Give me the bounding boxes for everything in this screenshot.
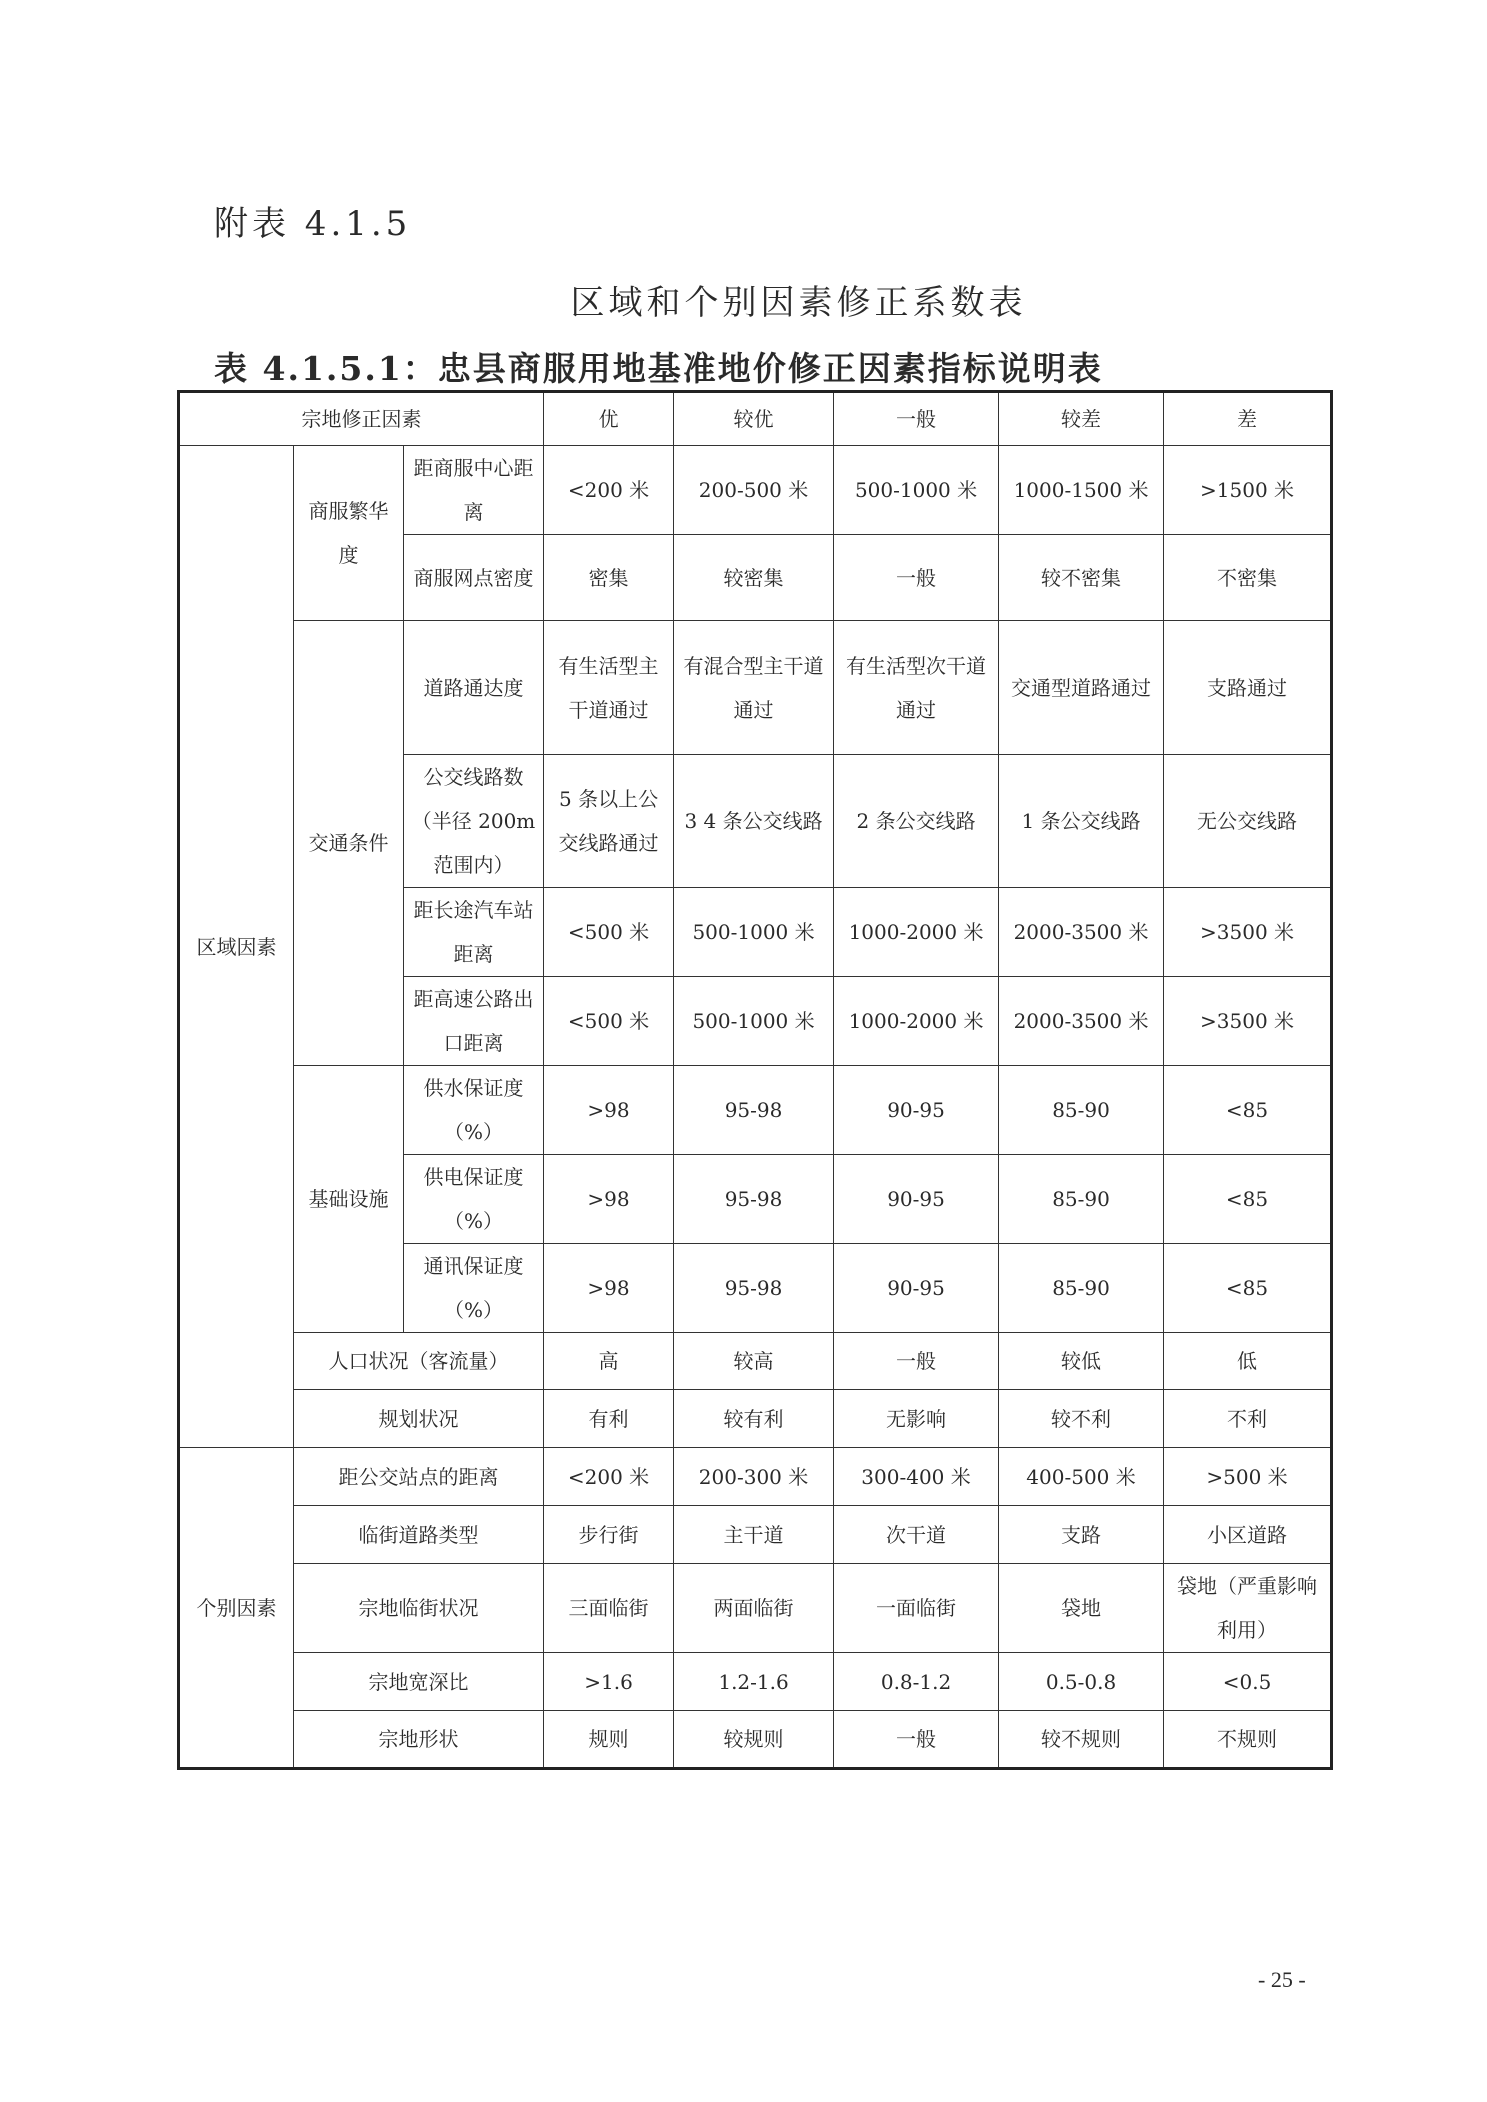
table-cell: 1 条公交线路 [999,755,1164,888]
header-factor: 宗地修正因素 [179,392,544,446]
row-label: 距长途汽车站距离 [404,888,544,977]
table-row [179,1390,1332,1448]
table-cell: >3500 米 [1164,888,1332,977]
table-cell: 一般 [834,1711,999,1769]
table-cell: 一面临街 [834,1564,999,1653]
table-cell: >500 米 [1164,1448,1332,1506]
header-grade-1: 优 [544,392,674,446]
table-cell: 95-98 [674,1155,834,1244]
table-row [179,446,1332,535]
row-label: 道路通达度 [404,621,544,755]
table-cell: >1.6 [544,1653,674,1711]
table-cell: 较密集 [674,535,834,621]
table-cell: 90-95 [834,1155,999,1244]
table-row [179,1506,1332,1564]
row-label: 人口状况（客流量） [294,1333,544,1390]
table-cell: <85 [1164,1244,1332,1333]
header-grade-2: 较优 [674,392,834,446]
table-cell: 95-98 [674,1066,834,1155]
table-cell: 较不利 [999,1390,1164,1448]
table-cell: <0.5 [1164,1653,1332,1711]
table-cell: 85-90 [999,1066,1164,1155]
table-cell: 袋地 [999,1564,1164,1653]
table-cell: 较规则 [674,1711,834,1769]
table-cell: 500-1000 米 [674,888,834,977]
subgroup-prosperity: 商服繁华度 [294,446,404,621]
header-grade-5: 差 [1164,392,1332,446]
table-cell: 无影响 [834,1390,999,1448]
table-caption: 表 4.1.5.1：忠县商服用地基准地价修正因素指标说明表 [214,349,1103,388]
row-label: 宗地宽深比 [294,1653,544,1711]
table-cell: 有混合型主干道通过 [674,621,834,755]
table-cell: 交通型道路通过 [999,621,1164,755]
table-cell: >98 [544,1244,674,1333]
table-cell: 高 [544,1333,674,1390]
row-label: 临街道路类型 [294,1506,544,1564]
table-cell: 400-500 米 [999,1448,1164,1506]
subgroup-traffic: 交通条件 [294,621,404,1066]
table-cell: 较低 [999,1333,1164,1390]
table-cell: 90-95 [834,1066,999,1155]
table-cell: 2000-3500 米 [999,977,1164,1066]
table-row [179,1711,1332,1769]
table-cell: <85 [1164,1066,1332,1155]
table-cell: 有利 [544,1390,674,1448]
appendix-label: 附表 4.1.5 [214,204,412,244]
header-grade-3: 一般 [834,392,999,446]
group-individual: 个别因素 [179,1448,294,1769]
table-cell: 0.8-1.2 [834,1653,999,1711]
row-label: 供电保证度（%） [404,1155,544,1244]
table-cell: 200-500 米 [674,446,834,535]
table-cell: 较有利 [674,1390,834,1448]
table-cell: 不利 [1164,1390,1332,1448]
table-cell: 一般 [834,535,999,621]
table-row [179,1066,1332,1155]
table-cell: 三面临街 [544,1564,674,1653]
page-number: - 25 - [1258,1967,1306,1992]
row-label: 距高速公路出口距离 [404,977,544,1066]
table-cell: 1000-2000 米 [834,977,999,1066]
table-cell: 85-90 [999,1244,1164,1333]
table-cell: 较高 [674,1333,834,1390]
table-cell: >98 [544,1066,674,1155]
table-cell: 小区道路 [1164,1506,1332,1564]
table-cell: 2000-3500 米 [999,888,1164,977]
table-cell: <200 米 [544,1448,674,1506]
table-cell: 步行街 [544,1506,674,1564]
row-label: 公交线路数（半径 200m 范围内） [404,755,544,888]
row-label: 供水保证度（%） [404,1066,544,1155]
table-cell: 有生活型次干道通过 [834,621,999,755]
table-cell: 主干道 [674,1506,834,1564]
table-cell: 500-1000 米 [834,446,999,535]
table-cell: >1500 米 [1164,446,1332,535]
group-regional: 区域因素 [179,446,294,1448]
table-cell: 95-98 [674,1244,834,1333]
table-cell: 袋地（严重影响利用） [1164,1564,1332,1653]
table-cell: 500-1000 米 [674,977,834,1066]
table-cell: 1000-2000 米 [834,888,999,977]
table-row [179,1653,1332,1711]
table-cell: <85 [1164,1155,1332,1244]
table-cell: 规则 [544,1711,674,1769]
table-cell: 300-400 米 [834,1448,999,1506]
table-cell: 2 条公交线路 [834,755,999,888]
row-label: 规划状况 [294,1390,544,1448]
subgroup-infrastructure: 基础设施 [294,1066,404,1333]
table-header-row [179,392,1332,446]
table-cell: 90-95 [834,1244,999,1333]
correction-factor-table [177,390,1333,1770]
page-title: 区域和个别因素修正系数表 [570,283,1027,323]
table-row [179,1333,1332,1390]
table-cell: 不规则 [1164,1711,1332,1769]
table-cell: 无公交线路 [1164,755,1332,888]
table-cell: <500 米 [544,977,674,1066]
table-cell: 3 4 条公交线路 [674,755,834,888]
table-cell: 较不规则 [999,1711,1164,1769]
row-label: 通讯保证度（%） [404,1244,544,1333]
table-cell: 0.5-0.8 [999,1653,1164,1711]
table-cell: 5 条以上公交线路通过 [544,755,674,888]
table-cell: <200 米 [544,446,674,535]
row-label: 宗地临街状况 [294,1564,544,1653]
table-cell: 次干道 [834,1506,999,1564]
table-cell: 低 [1164,1333,1332,1390]
table-cell: >3500 米 [1164,977,1332,1066]
table-cell: 85-90 [999,1155,1164,1244]
table-cell: 有生活型主干道通过 [544,621,674,755]
table-cell: 支路通过 [1164,621,1332,755]
table-cell: 密集 [544,535,674,621]
table-cell: 两面临街 [674,1564,834,1653]
row-label: 距商服中心距离 [404,446,544,535]
table-row [179,1564,1332,1653]
table-cell: 1000-1500 米 [999,446,1164,535]
table-cell: >98 [544,1155,674,1244]
table-cell: 较不密集 [999,535,1164,621]
table-cell: 不密集 [1164,535,1332,621]
table-cell: 1.2-1.6 [674,1653,834,1711]
table-cell: 一般 [834,1333,999,1390]
row-label: 距公交站点的距离 [294,1448,544,1506]
table-cell: <500 米 [544,888,674,977]
header-grade-4: 较差 [999,392,1164,446]
table-row [179,621,1332,755]
row-label: 商服网点密度 [404,535,544,621]
table-cell: 支路 [999,1506,1164,1564]
table-cell: 200-300 米 [674,1448,834,1506]
table-row [179,1448,1332,1506]
row-label: 宗地形状 [294,1711,544,1769]
